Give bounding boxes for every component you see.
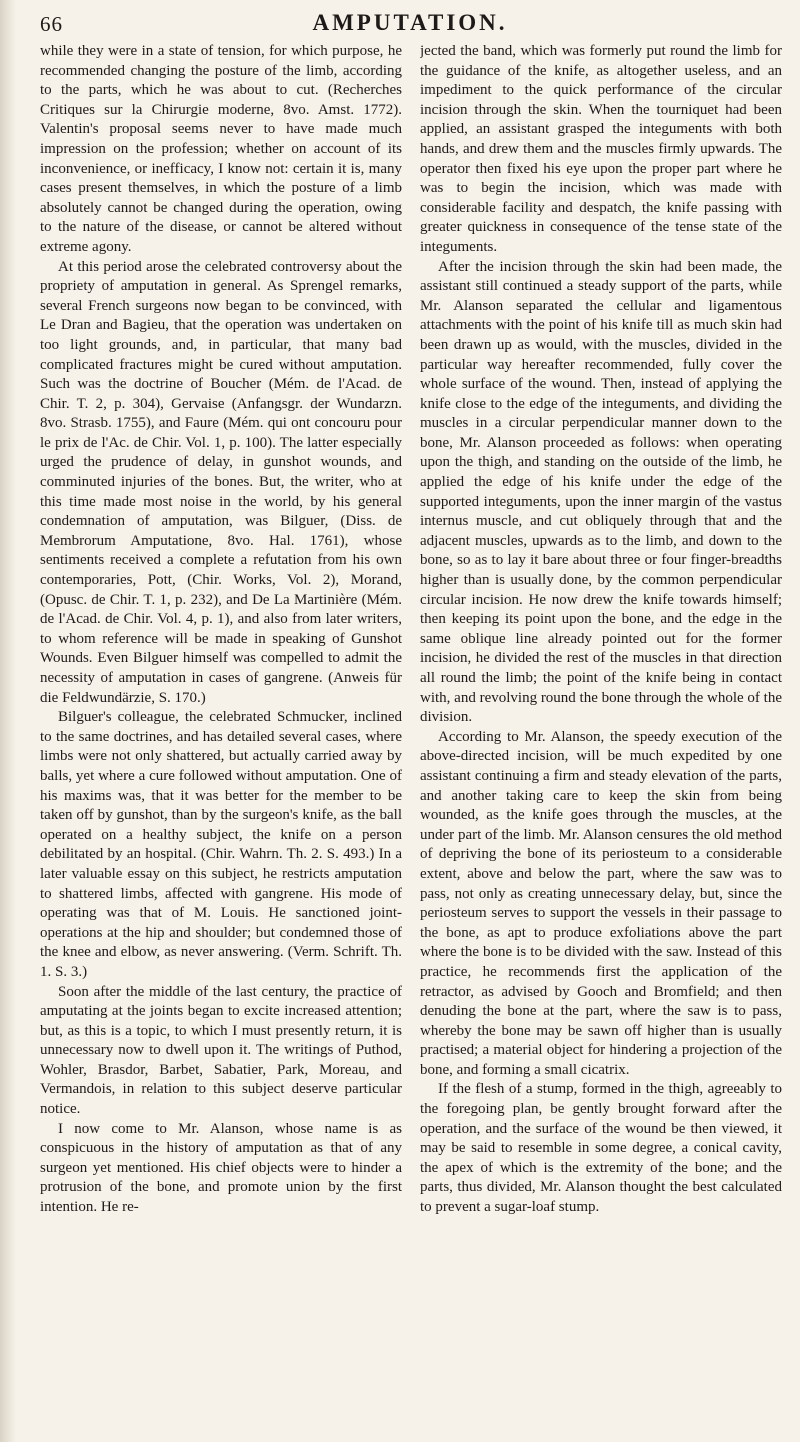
- paragraph: while they were in a state of tension, for which purpose, he recommended changing the posture of the limb, according to the parts, which he was about to cut. (Recherches Critiques sur la Chirurgie moderne, 8vo. Amst. 1772). Valentin's proposal seems never to have made much impression on the profession; whether on account of its inconvenience, or inefficacy, I know not: certain it is, many cases present themselves, in which the posture of a limb absolutely cannot be changed during the operation, owing to the nature of the disease, or cannot be altered without extreme agony.: [40, 43, 402, 255]
- paragraph: I now come to Mr. Alanson, whose name is as conspicuous in the history of amputation as that of any surgeon yet mentioned. His chief objects were to hinder a protrusion of the bone, and promote union by the first intention. He re-: [40, 1120, 402, 1216]
- running-head: AMPUTATION.: [312, 10, 508, 35]
- paragraph: jected the band, which was formerly put round the limb for the guidance of the knife, as altogether useless, and an impediment to the quick performance of the circular incision through the skin. When the tourniquet had been applied, an assistant grasped the integuments with both hands, and drew them and the muscles firmly upwards. The operator then fixed his eye upon the proper part where he was to begin the incision, which was made with considerable facility and despatch, the knife passing with greater quickness in consequence of the tense state of the integuments.: [420, 43, 782, 255]
- left-column: [40, 42, 402, 1372]
- paragraph: After the incision through the skin had been made, the assistant still continued a steady support of the parts, while Mr. Alanson separated the cellular and ligamentous attachments with the point of his knife till as much skin had been drawn up as would, with the muscles, divided in the particular way hereafter recommended, fully cover the whole surface of the wound. Then, instead of applying the knife close to the edge of the integuments, and dividing the muscles in a circular perpendicular manner down to the bone, Mr. Alanson proceeded as follows: when operating upon the thigh, and standing on the outside of the limb, he applied the edge of his knife under the edge of the supported integuments, upon the inner margin of the vastus internus muscle, and cut obliquely through that and the adjacent muscles, upwards as to the limb, and down to the bone, so as to lay it bare about three or four finger-breadths higher than is usually done, by the common perpendicular circular incision. He now drew the knife towards himself; then keeping its point upon the bone, and the edge in the same oblique line already pointed out for the former incision, he divided the rest of the muscles in that direction all round the limb; the point of the knife being in contact with, and revolving round the bone through the whole of the division.: [420, 258, 782, 726]
- paragraph: At this period arose the celebrated controversy about the propriety of amputation in general. As Sprengel remarks, several French surgeons now began to be convinced, with Le Dran and Bagieu, that the operation was undertaken on too light grounds, and, in particular, that many bad complicated fractures might be cured without amputation. Such was the doctrine of Boucher (Mém. de l'Acad. de Chir. T. 2, p. 304), Gervaise (Anfangsgr. der Wundarzn. 8vo. Strasb. 1755), and Faure (Mém. qui ont concouru pour le prix de l'Ac. de Chir. Vol. 1, p. 100). The latter especially urged the prudence of delay, in gunshot wounds, and comminuted injuries of the bones. But, the writer, who at this time made most noise in the world, by his general condemnation of amputation, was Bilguer, (Diss. de Membrorum Amputatione, 8vo. Hal. 1761), whose sentiments received a complete a refutation from his own contemporaries, Pott, (Chir. Works, Vol. 2), Morand, (Opusc. de Chir. T. 1, p. 232), and De La Martinière (Mém. de l'Acad. de Chir. Vol. 4, p. 1), and also from later writers, to whom reference will be made in speaking of Gunshot Wounds. Even Bilguer himself was compelled to admit the necessity of amputation in cases of gangrene. (Anweis für die Feldwundärzie, S. 170.): [40, 258, 402, 706]
- paragraph: If the flesh of a stump, formed in the thigh, agreeably to the foregoing plan, be gently brought forward after the operation, and the surface of the wound be then viewed, it may be said to resemble in some degree, a conical cavity, the apex of which is the extremity of the bone; and the parts, thus divided, Mr. Alanson thought the best calculated to prevent a sugar-loaf stump.: [420, 1081, 782, 1216]
- paragraph: Soon after the middle of the last century, the practice of amputating at the joints began to excite increased attention; but, as this is a topic, to which I must presently return, it is unnecessary now to dwell upon it. The writings of Puthod, Wohler, Brasdor, Barbet, Sabatier, Park, Moreau, and Vermandois, in relation to this subject deserve particular notice.: [40, 983, 402, 1118]
- page-header: [40, 8, 780, 38]
- page-number: 66: [40, 12, 63, 36]
- paragraph: Bilguer's colleague, the celebrated Schmucker, inclined to the same doctrines, and has detailed several cases, where limbs were not only shattered, but actually carried away by balls, yet where a cure followed without amputation. One of his maxims was, that it was better for the member to be taken off by gunshot, than by the surgeon's knife, as the ball operated on a healthy subject, the knife on a person debilitated by an hospital. (Chir. Wahrn. Th. 2. S. 493.) In a later valuable essay on this subject, he restricts amputation to shattered limbs, affected with gangrene. His mode of operating was that of M. Louis. He sanctioned joint-operations at the hip and shoulder; but condemned those of the knee and elbow, as never answering. (Verm. Schrift. Th. 1. S. 3.): [40, 709, 402, 980]
- page-gutter-shadow: [0, 0, 16, 1442]
- right-column: [420, 42, 782, 1372]
- paragraph: According to Mr. Alanson, the speedy execution of the above-directed incision, will be much expedited by one assistant continuing a firm and steady elevation of the parts, and another taking care to keep the skin from being wounded, as the knife goes through the muscles, at the under part of the limb. Mr. Alanson censures the old method of depriving the bone of its periosteum to a considerable extent, above and below the part, where the saw was to pass, not only as creating unnecessary delay, but, since the periosteum serves to support the vessels in their passage to the bone, as apt to produce exfoliations above the part where the bone is to be divided with the saw. Instead of this practice, he recommends first the application of the retractor, as advised by Gooch and Bromfield; and then denuding the bone at the part, where the saw is to pass, whereby the bone may be sawn off higher than is usually practised; a material object for hindering a projection of the bone, and forming a small cicatrix.: [420, 728, 782, 1078]
- text-columns: [40, 42, 782, 1372]
